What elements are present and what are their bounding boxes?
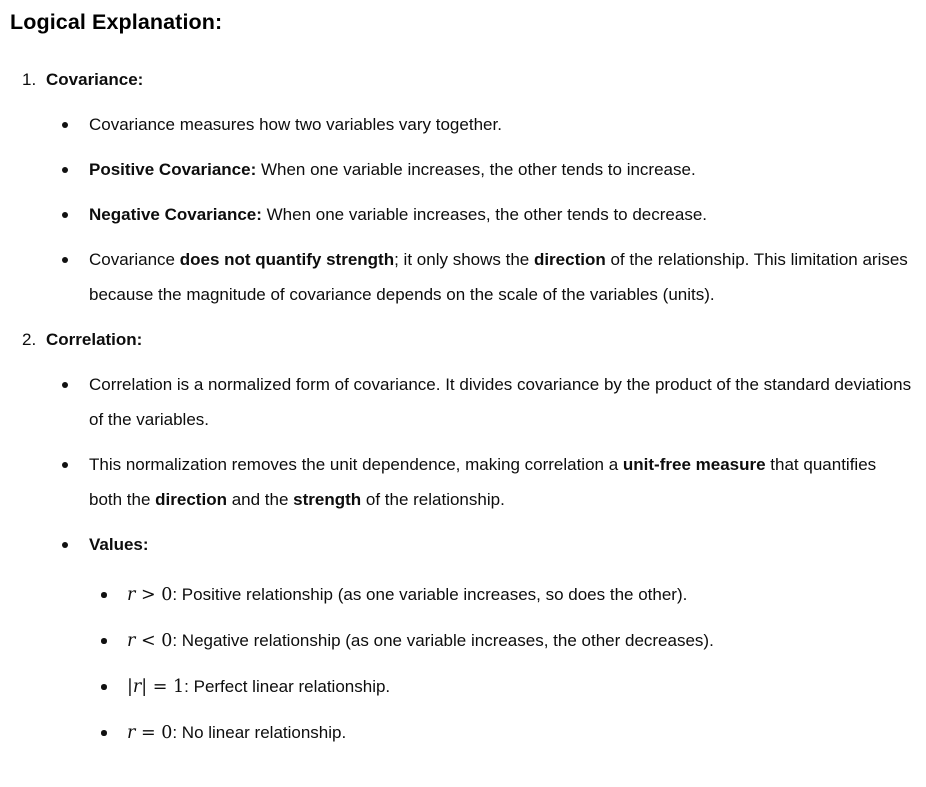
bullet-text: Covariance measures how two variables vary together. — [89, 115, 502, 134]
bullet-icon — [101, 577, 127, 613]
list-item — [101, 623, 912, 659]
bullet-text: r = 0: No linear relationship. — [127, 723, 347, 743]
list-item-values — [62, 527, 912, 761]
list-item — [101, 715, 912, 751]
bullet-icon — [62, 197, 89, 232]
bullet-icon — [101, 623, 127, 659]
item-number: 1. — [22, 70, 37, 89]
list-item — [62, 107, 912, 142]
values-label: Values: — [89, 535, 149, 554]
bullet-text: r > 0: Positive relationship (as one variable increases, so does the other). — [127, 585, 688, 605]
values-sub-list — [89, 577, 912, 751]
bullet-text: Covariance does not quantify strength; it only shows the direction of the relationship. This limitation arises because the magnitude of covariance depends on the scale of the variables (units). — [89, 250, 908, 304]
bullet-icon — [62, 527, 89, 761]
list-item — [62, 197, 912, 232]
covariance-bullet-list — [22, 107, 912, 312]
bullet-text: Positive Covariance: When one variable increases, the other tends to increase. — [89, 160, 696, 179]
bullet-text: Negative Covariance: When one variable increases, the other tends to decrease. — [89, 205, 708, 224]
bullet-text: r < 0: Negative relationship (as one variable increases, the other decreases). — [127, 631, 714, 651]
list-item — [101, 669, 912, 705]
bullet-text: Correlation is a normalized form of covariance. It divides covariance by the product of the standard deviations of the variables. — [89, 375, 912, 429]
bullet-icon — [62, 447, 89, 517]
list-item — [101, 577, 912, 613]
bullet-icon — [62, 152, 89, 187]
bullet-text: |r| = 1: Perfect linear relationship. — [127, 677, 391, 697]
list-item — [62, 242, 912, 312]
bullet-icon — [62, 242, 89, 312]
item-number: 2. — [22, 330, 37, 349]
list-item — [62, 152, 912, 187]
bullet-icon — [62, 367, 89, 437]
item-head-correlation — [22, 322, 912, 357]
bullet-icon — [101, 715, 127, 751]
numbered-item-correlation — [22, 322, 912, 761]
item-heading: Covariance: — [46, 70, 144, 89]
item-heading: Correlation: — [46, 330, 143, 349]
bullet-icon — [101, 669, 127, 705]
list-item — [62, 367, 912, 437]
bullet-text: This normalization removes the unit dependence, making correlation a unit-free measure that quantifies both the direction and the strength of the relationship. — [89, 455, 877, 509]
numbered-list — [10, 62, 912, 761]
correlation-bullet-list — [22, 367, 912, 761]
bullet-icon — [62, 107, 89, 142]
bullet-text — [89, 527, 912, 761]
numbered-item-covariance — [22, 62, 912, 312]
list-item — [62, 447, 912, 517]
page-title: Logical Explanation: — [10, 10, 223, 34]
item-head-covariance — [22, 62, 912, 97]
